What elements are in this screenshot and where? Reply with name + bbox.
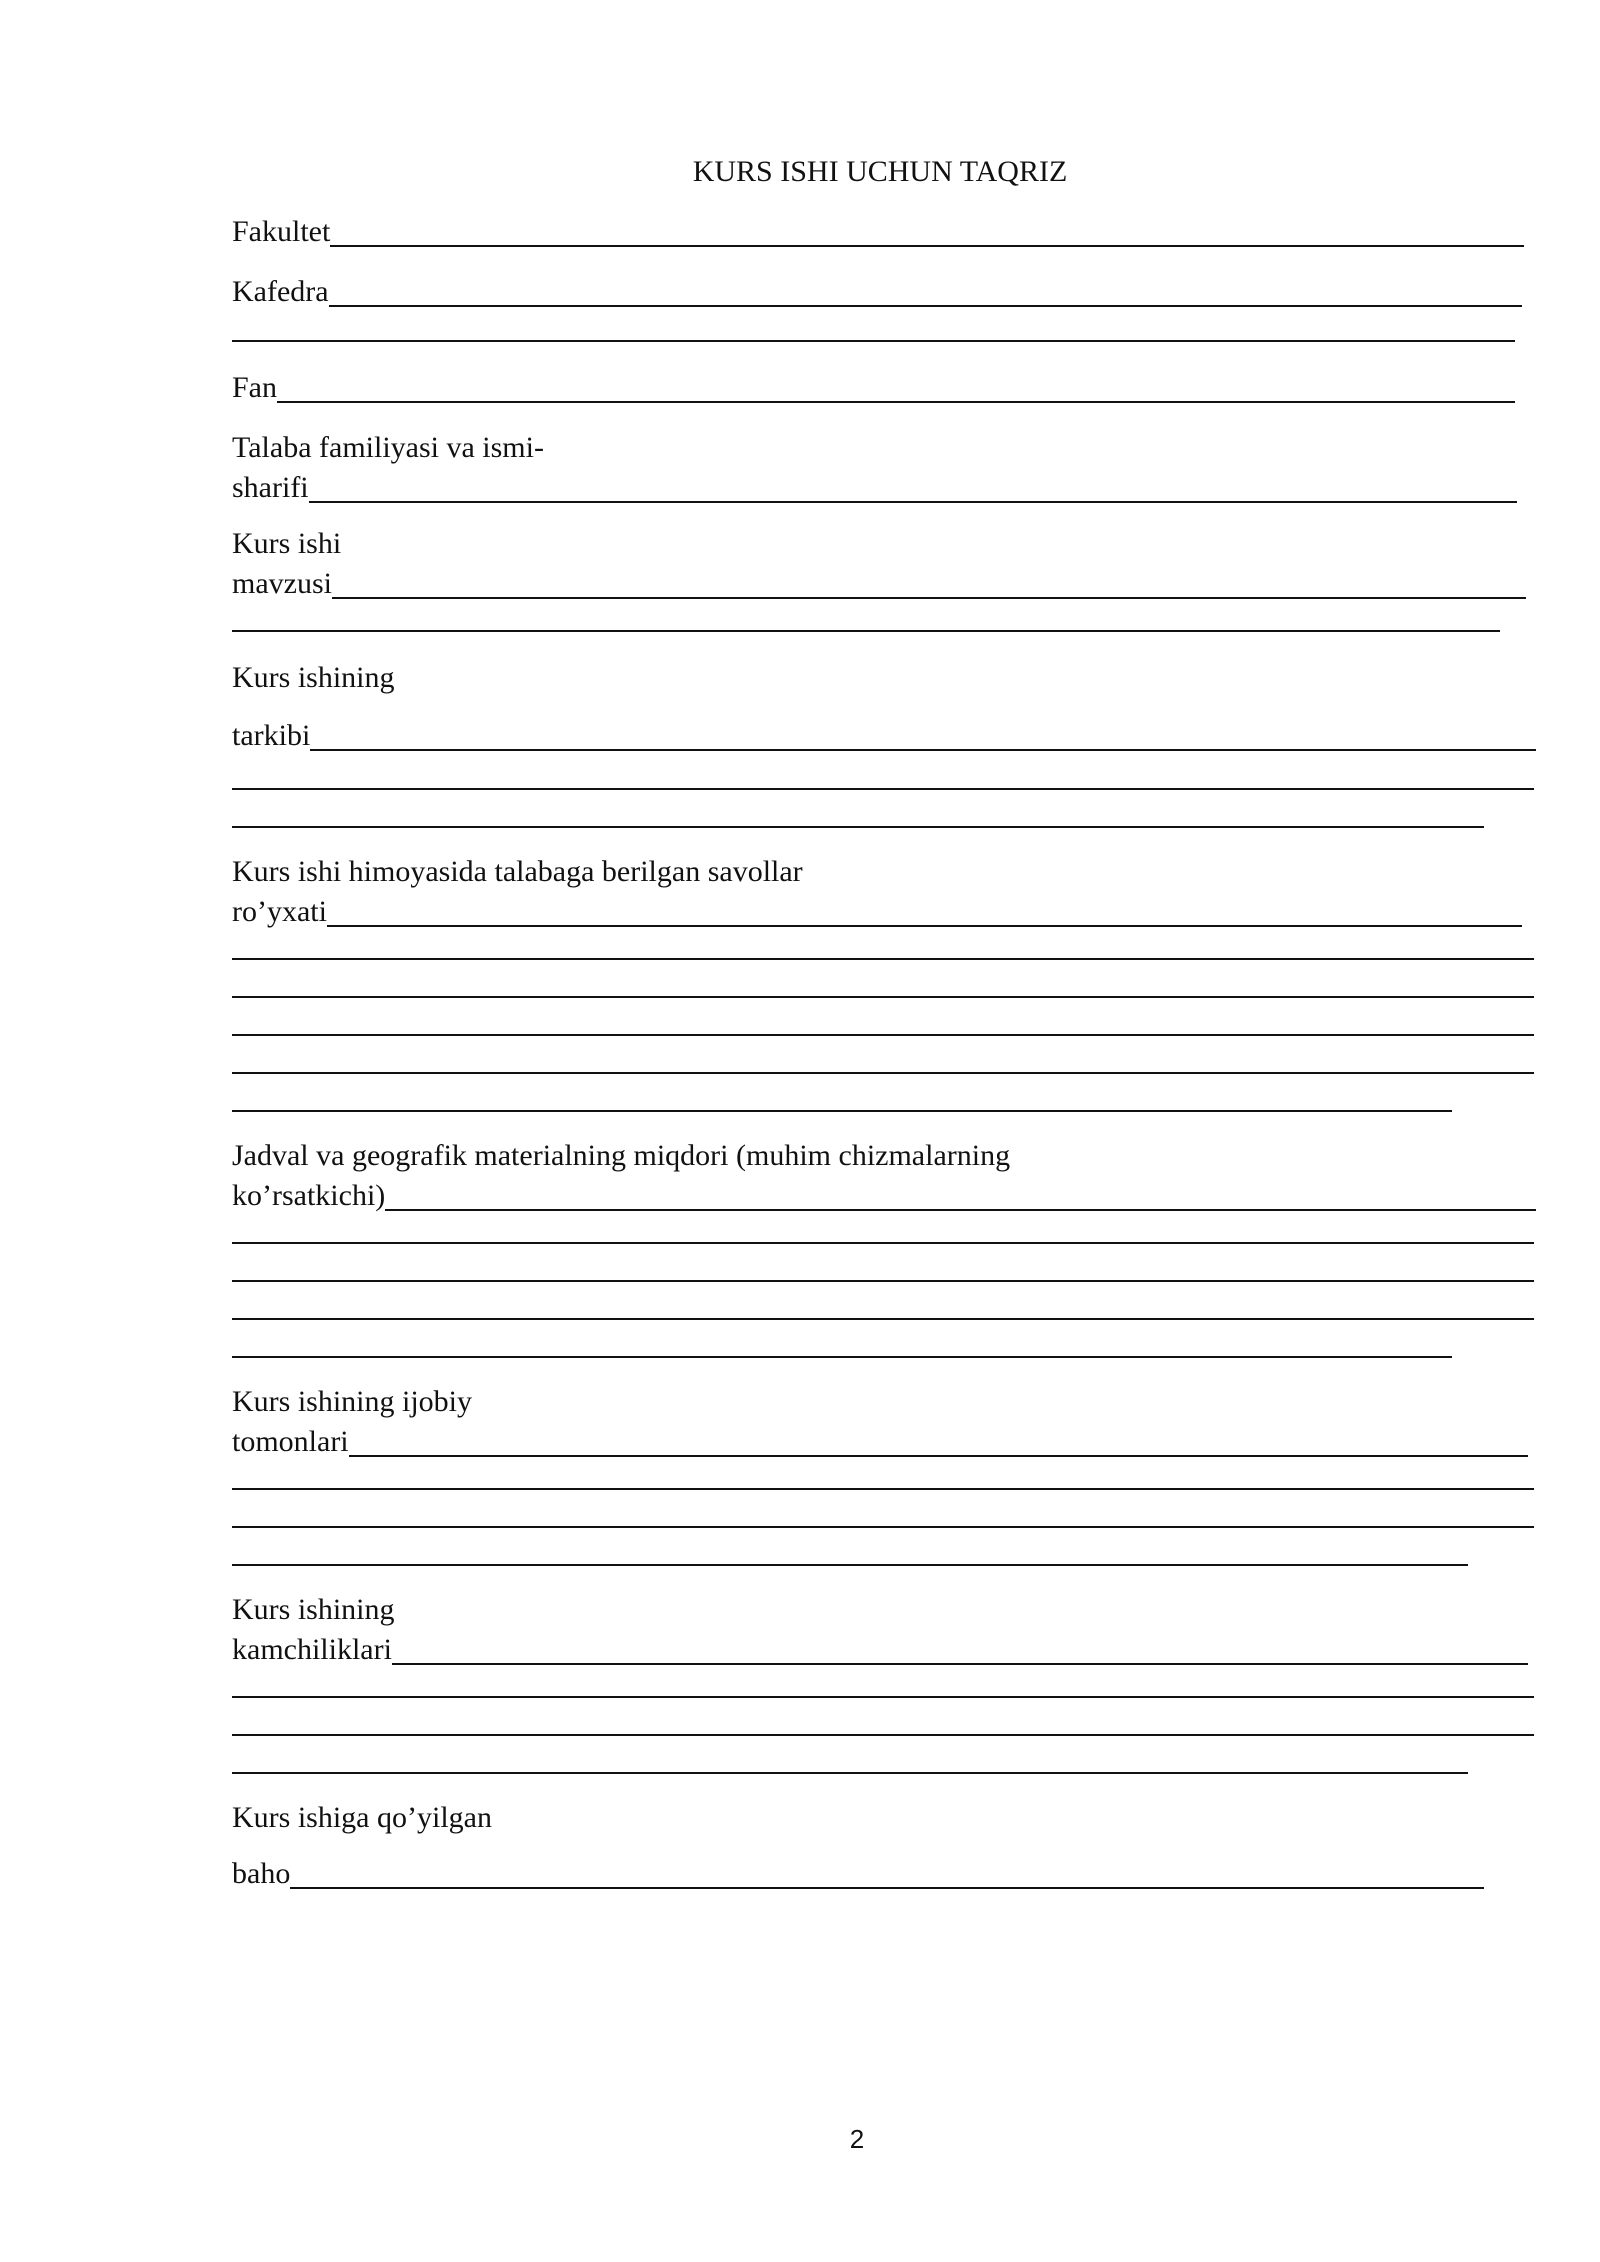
savollar-field [232,852,1522,932]
tarkib-heading [232,658,395,698]
tarkib-continuation-line[interactable] [232,826,1484,828]
savollar-continuation-line[interactable] [232,1034,1534,1036]
talaba-label-line2: sharifi [232,471,309,504]
fakultet-input-line[interactable] [330,213,1524,247]
tarkib-input-line[interactable] [310,717,1536,751]
kamchilik-input-line[interactable] [392,1631,1528,1665]
baho-input-line[interactable] [290,1855,1484,1889]
tarkib-continuation-line[interactable] [232,788,1534,790]
savollar-label-line1: Kurs ishi himoyasida talabaga berilgan savollar [232,855,803,888]
kamchilik-label-line2: kamchiliklari [232,1633,392,1666]
jadval-label-line1: Jadval va geografik materialning miqdori (muhim chizmalarning [232,1139,1011,1172]
ijobiy-continuation-line[interactable] [232,1526,1534,1528]
savollar-label-line2: ro’yxati [232,895,327,928]
jadval-label-line2: ko’rsatkichi) [232,1179,386,1212]
fan-field [232,368,1515,408]
mavzu-input-line[interactable] [332,565,1526,599]
ijobiy-continuation-line[interactable] [232,1564,1468,1566]
kamchilik-field [232,1590,1528,1670]
ijobiy-continuation-line[interactable] [232,1488,1534,1490]
savollar-continuation-line[interactable] [232,1072,1534,1074]
baho-label-line1: Kurs ishiga qo’yilgan [232,1801,492,1834]
mavzu-continuation-line[interactable] [232,630,1500,632]
fakultet-field [232,212,1524,252]
kafedra-continuation-line[interactable] [232,340,1515,342]
mavzu-label-line1: Kurs ishi [232,527,342,560]
savollar-input-line[interactable] [327,893,1522,927]
ijobiy-label-line2: tomonlari [232,1425,349,1458]
talaba-label-line1: Talaba familiyasi va ismi- [232,431,544,464]
baho-heading [232,1798,492,1838]
baho-field [232,1854,1484,1894]
kafedra-input-line[interactable] [329,273,1522,307]
kafedra-label: Kafedra [232,275,329,308]
ijobiy-label-line1: Kurs ishining ijobiy [232,1385,473,1418]
savollar-continuation-line[interactable] [232,1110,1452,1112]
jadval-continuation-line[interactable] [232,1242,1534,1244]
mavzu-field [232,524,1526,604]
mavzu-label-line2: mavzusi [232,567,332,600]
ijobiy-input-line[interactable] [349,1423,1528,1457]
tarkib-label-line2: tarkibi [232,719,311,752]
savollar-continuation-line[interactable] [232,996,1534,998]
fakultet-label: Fakultet [232,215,331,248]
kamchilik-continuation-line[interactable] [232,1696,1534,1698]
page-number: 2 [849,2124,865,2154]
savollar-continuation-line[interactable] [232,958,1534,960]
jadval-input-line[interactable] [385,1177,1536,1211]
tarkib-label-line1: Kurs ishining [232,661,395,694]
ijobiy-field [232,1382,1528,1462]
jadval-field [232,1136,1536,1216]
fan-label: Fan [232,371,277,404]
tarkib-field [232,716,1536,756]
fan-input-line[interactable] [277,369,1515,403]
jadval-continuation-line[interactable] [232,1356,1452,1358]
page-title: KURS ISHI UCHUN TAQRIZ [692,155,1068,188]
kamchilik-continuation-line[interactable] [232,1772,1468,1774]
baho-label-line2: baho [232,1857,291,1890]
kafedra-field [232,272,1522,312]
jadval-continuation-line[interactable] [232,1318,1534,1320]
kamchilik-continuation-line[interactable] [232,1734,1534,1736]
talaba-field [232,428,1517,508]
kamchilik-label-line1: Kurs ishining [232,1593,395,1626]
jadval-continuation-line[interactable] [232,1280,1534,1282]
talaba-input-line[interactable] [309,469,1517,503]
